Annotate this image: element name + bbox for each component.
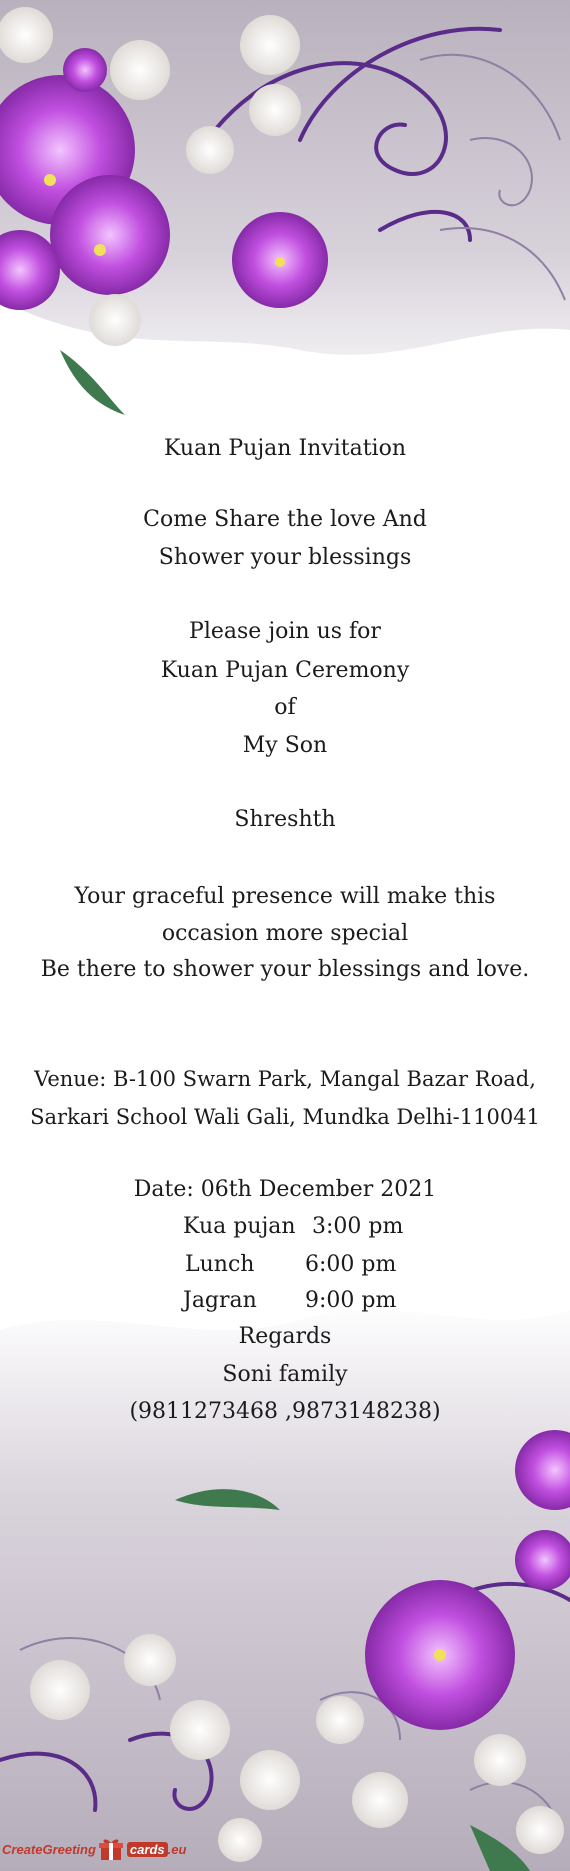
venue-line-1: Venue: B-100 Swarn Park, Mangal Bazar Road, (34, 1067, 536, 1091)
invitation-title: Kuan Pujan Invitation (163, 436, 407, 461)
gift-icon (98, 1836, 124, 1862)
blessings-line: Shower your blessings (158, 545, 412, 570)
regards-line: Regards (238, 1324, 332, 1349)
schedule-time: 3:00 pm (312, 1214, 404, 1239)
event-date: Date: 06th December 2021 (133, 1177, 437, 1202)
brand-text-suffix: .eu (167, 1841, 187, 1857)
schedule-event: Kua pujan (183, 1214, 296, 1239)
brand-logo[interactable] (2, 1832, 186, 1866)
love-line: Come Share the love And (143, 507, 427, 532)
of-line: of (274, 695, 296, 720)
schedule-time: 6:00 pm (305, 1252, 397, 1277)
presence-line: Your graceful presence will make this occasion more special (74, 884, 496, 946)
ceremony-name: Kuan Pujan Ceremony (160, 658, 410, 683)
relation-line: My Son (242, 733, 328, 758)
child-name: Shreshth (234, 807, 336, 832)
venue-line-2: Sarkari School Wali Gali, Mundka Delhi-110041 (30, 1105, 540, 1129)
brand-text-highlight: cards (127, 1842, 168, 1857)
phone-numbers: (9811273468 ,9873148238) (129, 1399, 441, 1424)
schedule-event: Jagran (183, 1288, 257, 1313)
family-name: Soni family (222, 1362, 348, 1387)
brand-text-primary: CreateGreeting (2, 1841, 96, 1857)
join-line: Please join us for (189, 619, 381, 644)
schedule-time: 9:00 pm (305, 1288, 397, 1313)
schedule-event: Lunch (185, 1252, 255, 1277)
be-there-line: Be there to shower your blessings and love. (40, 957, 530, 982)
